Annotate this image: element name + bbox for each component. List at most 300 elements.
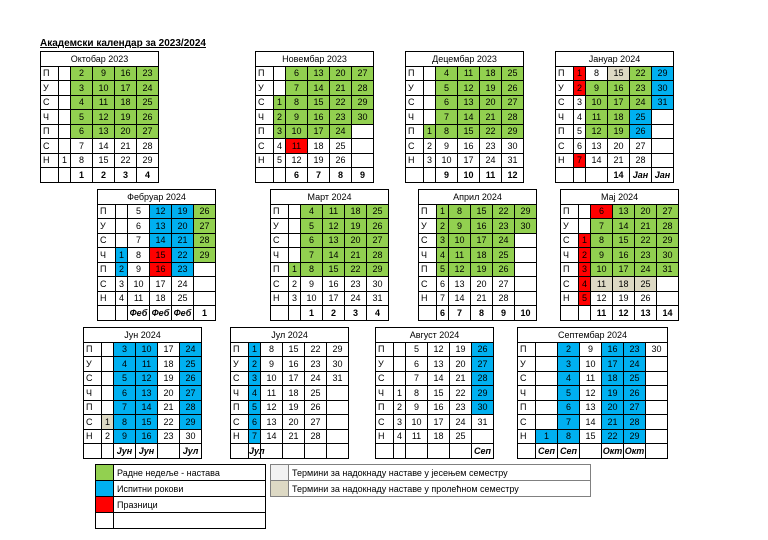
day-cell: 14 [586, 153, 608, 168]
day-cell [194, 262, 216, 277]
weekday-label: С [84, 371, 102, 386]
week-number [116, 306, 128, 321]
week-number: Феб [172, 306, 194, 321]
day-cell: 30 [327, 357, 349, 372]
day-row [419, 219, 537, 234]
day-cell: 13 [580, 400, 602, 415]
day-cell: 9 [580, 342, 602, 357]
week-number [561, 306, 579, 321]
day-cell: 7 [406, 371, 428, 386]
day-cell: 15 [580, 429, 602, 444]
week-number-row [556, 168, 674, 183]
day-cell: 27 [194, 219, 216, 234]
weekday-label: Ч [41, 110, 59, 125]
day-cell: 22 [493, 204, 515, 219]
day-cell: 23 [630, 81, 652, 96]
day-cell [515, 248, 537, 263]
week-number [274, 168, 286, 183]
day-cell: 10 [286, 124, 308, 139]
day-cell [394, 342, 406, 357]
day-row [256, 153, 374, 168]
month-title: Август 2024 [376, 328, 494, 343]
week-number [518, 444, 536, 459]
day-cell: 23 [635, 248, 657, 263]
week-number: 2 [323, 306, 345, 321]
week-number [450, 444, 472, 459]
week-number: 8 [330, 168, 352, 183]
day-cell: 31 [502, 153, 524, 168]
day-cell: 7 [558, 415, 580, 430]
day-row [556, 124, 674, 139]
calendar-month [560, 189, 679, 321]
day-cell: 20 [283, 415, 305, 430]
week-number: 1 [71, 168, 93, 183]
day-cell: 4 [71, 95, 93, 110]
day-cell: 11 [580, 371, 602, 386]
day-cell: 11 [591, 277, 613, 292]
day-row [556, 66, 674, 81]
day-cell: 13 [93, 124, 115, 139]
day-cell: 3 [249, 371, 261, 386]
week-number: 9 [493, 306, 515, 321]
day-row [419, 248, 537, 263]
day-cell: 11 [261, 386, 283, 401]
day-cell: 12 [150, 204, 172, 219]
legend-label: Празници [114, 497, 266, 513]
day-row [376, 386, 494, 401]
week-number [158, 444, 180, 459]
day-cell [579, 204, 591, 219]
day-cell: 18 [480, 66, 502, 81]
weekday-label: У [376, 357, 394, 372]
day-cell [59, 66, 71, 81]
day-cell: 13 [261, 415, 283, 430]
day-cell: 27 [367, 233, 389, 248]
day-row [84, 400, 202, 415]
weekday-label: С [41, 95, 59, 110]
day-cell: 5 [579, 291, 591, 306]
day-cell: 29 [652, 66, 674, 81]
weekday-label: С [84, 415, 102, 430]
day-cell: 21 [330, 81, 352, 96]
day-cell: 17 [158, 342, 180, 357]
weekday-label: П [419, 204, 437, 219]
day-cell [59, 139, 71, 154]
day-cell: 7 [574, 153, 586, 168]
day-cell: 1 [249, 342, 261, 357]
day-cell: 5 [128, 204, 150, 219]
day-cell: 27 [305, 415, 327, 430]
day-cell: 17 [283, 371, 305, 386]
day-row [561, 291, 679, 306]
day-cell: 12 [586, 124, 608, 139]
day-cell: 13 [136, 386, 158, 401]
day-cell: 26 [502, 81, 524, 96]
day-row [271, 204, 389, 219]
day-row [518, 342, 668, 357]
day-cell: 27 [137, 124, 159, 139]
day-cell: 11 [136, 357, 158, 372]
weekday-label: Ч [556, 110, 574, 125]
day-cell [515, 291, 537, 306]
day-cell: 28 [630, 153, 652, 168]
month-title: Септембар 2024 [518, 328, 668, 343]
day-cell: 23 [450, 400, 472, 415]
week-number [231, 444, 249, 459]
day-cell: 9 [436, 139, 458, 154]
day-cell: 10 [591, 262, 613, 277]
day-cell: 20 [172, 219, 194, 234]
day-cell [424, 110, 436, 125]
week-number-row [518, 444, 668, 459]
calendar-month [230, 327, 349, 459]
day-cell: 14 [613, 219, 635, 234]
week-number [305, 444, 327, 459]
day-cell: 2 [558, 342, 580, 357]
day-cell: 2 [249, 357, 261, 372]
day-cell: 30 [657, 248, 679, 263]
day-cell: 28 [137, 139, 159, 154]
weekday-label: С [231, 371, 249, 386]
day-row [406, 66, 524, 81]
day-row [406, 124, 524, 139]
day-cell: 15 [471, 204, 493, 219]
day-cell: 4 [437, 248, 449, 263]
week-number [59, 168, 71, 183]
week-number: 10 [458, 168, 480, 183]
day-cell: 5 [249, 400, 261, 415]
weekday-label: С [518, 415, 536, 430]
day-cell [579, 219, 591, 234]
day-cell: 20 [480, 95, 502, 110]
day-cell [194, 291, 216, 306]
day-cell: 6 [249, 415, 261, 430]
day-cell: 30 [472, 400, 494, 415]
day-cell [646, 415, 668, 430]
day-cell: 18 [115, 95, 137, 110]
day-cell: 2 [71, 66, 93, 81]
day-cell: 11 [286, 139, 308, 154]
day-row [84, 357, 202, 372]
day-cell: 7 [128, 233, 150, 248]
weekday-label: С [41, 139, 59, 154]
day-cell: 4 [301, 204, 323, 219]
day-row [41, 81, 159, 96]
weekday-label: П [98, 204, 116, 219]
day-cell: 6 [301, 233, 323, 248]
day-cell: 29 [180, 415, 202, 430]
day-row [271, 248, 389, 263]
legend-makeup [270, 464, 591, 497]
day-cell: 2 [574, 81, 586, 96]
day-cell: 7 [591, 219, 613, 234]
day-cell: 27 [630, 139, 652, 154]
weekday-label: У [231, 357, 249, 372]
day-cell [536, 357, 558, 372]
day-cell: 20 [158, 386, 180, 401]
weekday-label: П [419, 262, 437, 277]
weekday-label: Ч [84, 386, 102, 401]
day-row [41, 153, 159, 168]
day-cell [327, 429, 349, 444]
day-cell: 16 [471, 219, 493, 234]
day-cell: 15 [323, 262, 345, 277]
day-cell: 5 [274, 153, 286, 168]
week-number [556, 168, 574, 183]
day-cell: 24 [630, 95, 652, 110]
day-cell [274, 81, 286, 96]
calendar-month [375, 327, 494, 459]
week-number [580, 444, 602, 459]
day-cell: 6 [591, 204, 613, 219]
day-cell: 5 [301, 219, 323, 234]
week-number [283, 444, 305, 459]
day-cell: 10 [301, 291, 323, 306]
day-cell: 9 [301, 277, 323, 292]
day-cell [657, 291, 679, 306]
day-cell [327, 415, 349, 430]
week-number-row [231, 444, 349, 459]
day-cell [102, 386, 114, 401]
day-cell [327, 386, 349, 401]
day-row [376, 357, 494, 372]
day-cell: 30 [646, 342, 668, 357]
day-cell: 10 [449, 233, 471, 248]
day-cell: 4 [116, 291, 128, 306]
day-cell: 7 [437, 291, 449, 306]
day-row [556, 153, 674, 168]
weekday-label: П [406, 66, 424, 81]
weekday-label: С [556, 95, 574, 110]
day-cell: 9 [114, 429, 136, 444]
weekday-label: П [518, 400, 536, 415]
day-cell: 4 [574, 110, 586, 125]
day-cell: 6 [437, 277, 449, 292]
day-cell: 11 [586, 110, 608, 125]
week-number [102, 444, 114, 459]
weekday-label: С [406, 139, 424, 154]
day-cell: 12 [286, 153, 308, 168]
day-cell [652, 124, 674, 139]
legend-swatch-light [271, 465, 289, 481]
weekday-label: Ч [98, 248, 116, 263]
legend-item-holidays [96, 497, 266, 513]
day-cell [424, 95, 436, 110]
month-title: Октобар 2023 [41, 52, 159, 67]
weekday-label: Ч [406, 110, 424, 125]
day-row [231, 415, 349, 430]
day-cell [274, 66, 286, 81]
day-cell: 27 [493, 277, 515, 292]
day-cell [646, 371, 668, 386]
day-cell: 5 [436, 81, 458, 96]
legend-item-exams [96, 481, 266, 497]
day-cell: 31 [327, 371, 349, 386]
day-cell: 27 [502, 95, 524, 110]
weekday-label: П [256, 124, 274, 139]
day-cell: 19 [450, 342, 472, 357]
week-number: Феб [150, 306, 172, 321]
day-cell: 11 [323, 204, 345, 219]
day-cell: 8 [406, 386, 428, 401]
day-cell: 10 [586, 95, 608, 110]
weekday-label: Н [518, 429, 536, 444]
day-cell: 16 [308, 110, 330, 125]
day-cell: 23 [158, 429, 180, 444]
day-cell: 15 [608, 66, 630, 81]
day-cell: 19 [480, 81, 502, 96]
day-cell: 25 [330, 139, 352, 154]
weekday-label: П [41, 124, 59, 139]
day-cell: 7 [71, 139, 93, 154]
day-cell: 17 [602, 357, 624, 372]
day-cell: 25 [635, 277, 657, 292]
day-row [271, 262, 389, 277]
week-number: 4 [367, 306, 389, 321]
day-cell: 16 [458, 139, 480, 154]
weekday-label: С [406, 95, 424, 110]
day-cell: 13 [613, 204, 635, 219]
day-cell: 2 [579, 248, 591, 263]
day-cell [394, 371, 406, 386]
weekday-label: С [419, 233, 437, 248]
day-cell: 20 [345, 233, 367, 248]
day-cell: 8 [128, 248, 150, 263]
day-cell: 18 [613, 277, 635, 292]
day-row [556, 81, 674, 96]
day-cell: 12 [591, 291, 613, 306]
day-cell: 21 [158, 400, 180, 415]
day-cell [536, 386, 558, 401]
day-cell: 10 [136, 342, 158, 357]
day-cell: 3 [289, 291, 301, 306]
day-cell: 6 [406, 357, 428, 372]
weekday-label: У [518, 357, 536, 372]
day-cell: 8 [558, 429, 580, 444]
day-row [419, 277, 537, 292]
day-row [98, 219, 216, 234]
day-cell: 22 [345, 262, 367, 277]
day-cell: 14 [323, 248, 345, 263]
day-row [376, 415, 494, 430]
day-cell [646, 429, 668, 444]
day-row [518, 357, 668, 372]
day-cell: 28 [352, 81, 374, 96]
day-cell: 24 [635, 262, 657, 277]
week-number [271, 306, 289, 321]
day-row [84, 415, 202, 430]
day-row [376, 371, 494, 386]
day-cell: 23 [624, 342, 646, 357]
legend-label: Термини за надокнаду наставе у јесењем семестру [289, 465, 591, 481]
day-cell: 19 [613, 291, 635, 306]
week-number: Окт [602, 444, 624, 459]
day-cell [327, 400, 349, 415]
day-cell: 28 [367, 248, 389, 263]
day-cell: 14 [261, 429, 283, 444]
week-number: 2 [93, 168, 115, 183]
day-cell: 30 [180, 429, 202, 444]
week-number: 14 [608, 168, 630, 183]
weekday-label: У [419, 219, 437, 234]
day-cell [289, 204, 301, 219]
day-cell: 15 [136, 415, 158, 430]
day-cell [657, 277, 679, 292]
day-cell: 4 [558, 371, 580, 386]
week-number: Сеп [558, 444, 580, 459]
day-cell: 3 [114, 342, 136, 357]
day-cell: 7 [301, 248, 323, 263]
day-cell: 16 [613, 248, 635, 263]
day-cell: 14 [428, 371, 450, 386]
day-cell: 24 [180, 342, 202, 357]
day-cell: 21 [345, 248, 367, 263]
week-number: Феб [128, 306, 150, 321]
weekday-label: С [271, 277, 289, 292]
day-row [271, 277, 389, 292]
day-row [419, 291, 537, 306]
day-cell: 15 [458, 124, 480, 139]
week-number: 1 [301, 306, 323, 321]
day-cell: 25 [450, 429, 472, 444]
legend-item-spring-makeup [271, 481, 591, 497]
weekday-label: П [84, 342, 102, 357]
legend-swatch-beige [271, 481, 289, 497]
day-cell: 19 [172, 204, 194, 219]
day-cell: 14 [580, 415, 602, 430]
day-cell: 25 [624, 371, 646, 386]
day-cell: 22 [630, 66, 652, 81]
legend-label: Испитни рокови [114, 481, 266, 497]
day-cell: 25 [137, 95, 159, 110]
day-row [231, 386, 349, 401]
day-cell: 17 [323, 291, 345, 306]
day-cell: 26 [194, 204, 216, 219]
legend-swatch-green [96, 465, 114, 481]
weekday-label: У [98, 219, 116, 234]
day-cell [102, 371, 114, 386]
day-cell: 25 [180, 357, 202, 372]
day-cell: 8 [261, 342, 283, 357]
day-cell: 31 [657, 262, 679, 277]
weekday-label: П [561, 262, 579, 277]
day-cell: 22 [115, 153, 137, 168]
day-cell: 26 [472, 342, 494, 357]
month-title: Мај 2024 [561, 190, 679, 205]
weekday-label: П [231, 400, 249, 415]
day-cell: 4 [436, 66, 458, 81]
week-number: 7 [308, 168, 330, 183]
day-row [556, 139, 674, 154]
day-cell: 23 [345, 277, 367, 292]
week-number: 12 [502, 168, 524, 183]
day-cell [59, 95, 71, 110]
day-row [518, 371, 668, 386]
week-number: 6 [437, 306, 449, 321]
day-cell: 1 [289, 262, 301, 277]
day-row [41, 66, 159, 81]
day-cell: 23 [330, 110, 352, 125]
day-cell: 14 [308, 81, 330, 96]
day-cell: 29 [657, 233, 679, 248]
weekday-label: П [376, 400, 394, 415]
day-cell [652, 110, 674, 125]
day-cell: 3 [558, 357, 580, 372]
day-row [98, 277, 216, 292]
weekday-label: У [271, 219, 289, 234]
day-cell: 22 [450, 386, 472, 401]
day-cell: 6 [286, 66, 308, 81]
